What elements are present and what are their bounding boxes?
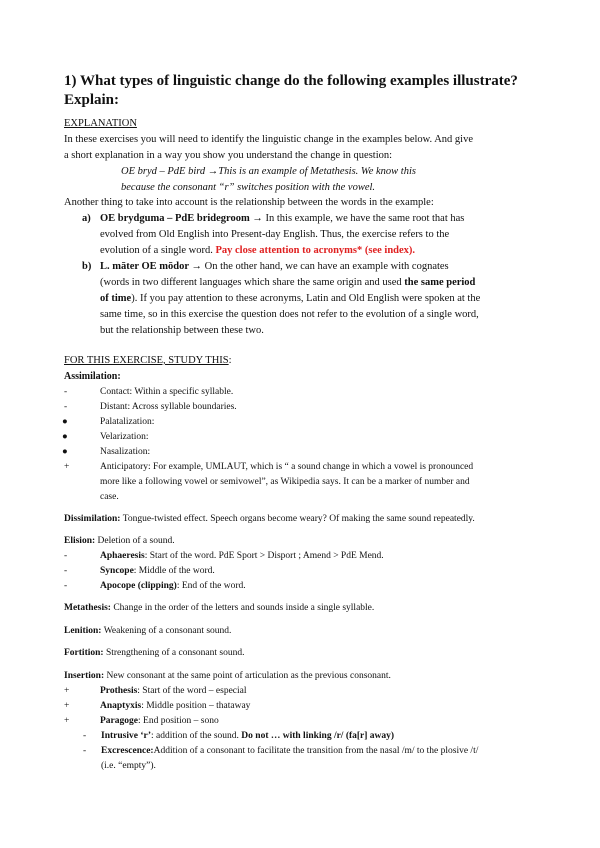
item-b-line-5: but the relationship between these two. [100, 325, 264, 336]
metathesis-text: Change in the order of the letters and sounds inside a single syllable. [110, 603, 375, 613]
item-a-line-3 [100, 244, 415, 257]
excrescence-text-1: Addition of a consonant to facilitate the transition from the nasal /m/ to the plosive /t/ [153, 746, 479, 756]
relationship-line: Another thing to take into account is the relationship between the words in the example: [64, 197, 434, 208]
insertion-prothesis [100, 685, 247, 698]
fortition-label: Fortition: [64, 648, 104, 658]
elision-marker-2: - [64, 566, 68, 576]
lenition-text: Weakening of a consonant sound. [101, 626, 232, 636]
dissimilation-text: Tongue-twisted effect. Speech organs become weary? Of making the same sound repeatedly. [120, 514, 475, 524]
syncope-label: Syncope [100, 566, 134, 576]
assimilation-velarization: Velarization: [100, 432, 149, 442]
example-line-1: OE bryd – PdE bird →This is an example of Metathesis. We know this [121, 166, 416, 177]
intrusive-marker: - [83, 731, 87, 741]
assimilation-title: Assimilation: [64, 371, 121, 382]
intrusive-text: : addition of the sound. [151, 731, 242, 741]
elision-apocope [100, 580, 246, 593]
elision-line [64, 535, 175, 548]
assimilation-nasalization: Nasalization: [100, 447, 151, 457]
item-a-bold: OE brydguma – PdE bridegroom → [100, 213, 263, 224]
study-heading-colon: : [228, 355, 232, 366]
assimilation-contact: Contact: Within a specific syllable. [100, 387, 234, 397]
study-heading [64, 354, 232, 367]
excrescence-line-2: (i.e. “empty”). [101, 761, 156, 771]
aphaeresis-text: : Start of the word. PdE Sport > Disport ; Amend > PdE Mend. [144, 551, 384, 561]
bullet-icon: ● [62, 447, 68, 457]
item-a-text-1: In this example, we have the same root that has [262, 213, 465, 224]
prothesis-text: : Start of the word – especial [137, 686, 247, 696]
study-heading-text: FOR THIS EXERCISE, STUDY THIS [64, 355, 229, 366]
insertion-text: New consonant at the same point of articulation as the previous consonant. [104, 671, 391, 681]
item-b-text-3a: of time [100, 293, 132, 304]
item-b-text-1: On the other hand, we can have an example with cognates [201, 261, 449, 272]
aphaeresis-label: Aphaeresis [100, 551, 145, 561]
explanation-intro-line-2: a short explanation in a way you show you understand the change in question: [64, 150, 393, 161]
metathesis-line [64, 602, 374, 615]
explanation-heading: EXPLANATION [64, 118, 137, 129]
item-b-line-3 [100, 292, 480, 305]
elision-syncope [100, 565, 215, 578]
insertion-paragoge [100, 715, 219, 728]
syncope-text: : Middle of the word. [133, 566, 215, 576]
item-b-line-4: same time, so in this exercise the question does not refer to the evolution of a single word, [100, 309, 479, 320]
item-a-marker: a) [82, 213, 91, 224]
insertion-marker-1: + [64, 686, 70, 696]
insertion-marker-3: + [64, 716, 70, 726]
assimilation-palatalization: Palatalization: [100, 417, 155, 427]
assimilation-marker-1: - [64, 387, 68, 397]
anaptyxis-text: : Middle position – thataway [141, 701, 251, 711]
elision-marker-1: - [64, 551, 68, 561]
assimilation-marker-6: + [64, 462, 70, 472]
item-b-text-2a: (words in two different languages which share the same origin and used [100, 277, 405, 288]
example-line-2: because the consonant “r” switches position with the vowel. [121, 182, 376, 193]
excrescence-line-1 [101, 745, 478, 758]
excrescence-marker: - [83, 746, 87, 756]
lenition-line [64, 625, 231, 638]
item-a-text-3: evolution of a single word. [100, 245, 216, 256]
fortition-text: Strengthening of a consonant sound. [103, 648, 245, 658]
assimilation-anticipatory-3: case. [100, 492, 119, 502]
paragoge-label: Paragoge [100, 716, 138, 726]
intrusive-bold: Do not … with linking /r/ (fa[r] away) [241, 731, 395, 741]
apocope-text: : End of the word. [176, 581, 246, 591]
question-title: 1) What types of linguistic change do the following examples illustrate? Explain: [64, 73, 518, 108]
elision-text: Deletion of a sound. [95, 536, 175, 546]
prothesis-label: Prothesis [100, 686, 138, 696]
apocope-label: Apocope (clipping) [100, 581, 177, 591]
paragoge-text: : End position – sono [138, 716, 219, 726]
fortition-line [64, 647, 244, 660]
assimilation-marker-2: - [64, 402, 68, 412]
item-b-marker: b) [82, 261, 92, 272]
item-a-line-2: evolved from Old English into Present-day English. Thus, the exercise refers to the [100, 229, 450, 240]
assimilation-distant: Distant: Across syllable boundaries. [100, 402, 237, 412]
item-b-text-3b: ). If you pay attention to these acronyms, Latin and Old English were spoken at the [131, 293, 481, 304]
intrusive-r-line [101, 730, 394, 743]
elision-marker-3: - [64, 581, 68, 591]
item-a-line-1 [100, 212, 464, 225]
elision-aphaeresis [100, 550, 384, 563]
bullet-icon: ● [62, 432, 68, 442]
item-b-line-1 [100, 260, 449, 273]
intrusive-label: Intrusive ‘r’ [101, 731, 152, 741]
bullet-icon: ● [62, 417, 68, 427]
assimilation-anticipatory-2: more like a following vowel or semivowel”, as Wikipedia says. It can be a marker of number and [100, 477, 470, 487]
insertion-marker-2: + [64, 701, 70, 711]
metathesis-label: Metathesis: [64, 603, 111, 613]
insertion-label: Insertion: [64, 671, 105, 681]
dissimilation-label: Dissimilation: [64, 514, 121, 524]
item-b-text-2b: the same period [404, 277, 476, 288]
anaptyxis-label: Anaptyxis [100, 701, 142, 711]
item-b-bold: L. māter OE mōdor → [100, 261, 202, 272]
elision-label: Elision: [64, 536, 96, 546]
dissimilation-line [64, 513, 475, 526]
explanation-intro-line-1: In these exercises you will need to identify the linguistic change in the examples below. And give [64, 134, 474, 145]
acronyms-note: Pay close attention to acronyms* (see index). [215, 245, 416, 256]
insertion-anaptyxis [100, 700, 250, 713]
insertion-line [64, 670, 391, 683]
excrescence-label: Excrescence: [101, 746, 154, 756]
assimilation-anticipatory-1: Anticipatory: For example, UMLAUT, which is “ a sound change in which a vowel is pronounced [100, 462, 474, 472]
item-b-line-2 [100, 276, 475, 289]
lenition-label: Lenition: [64, 626, 102, 636]
